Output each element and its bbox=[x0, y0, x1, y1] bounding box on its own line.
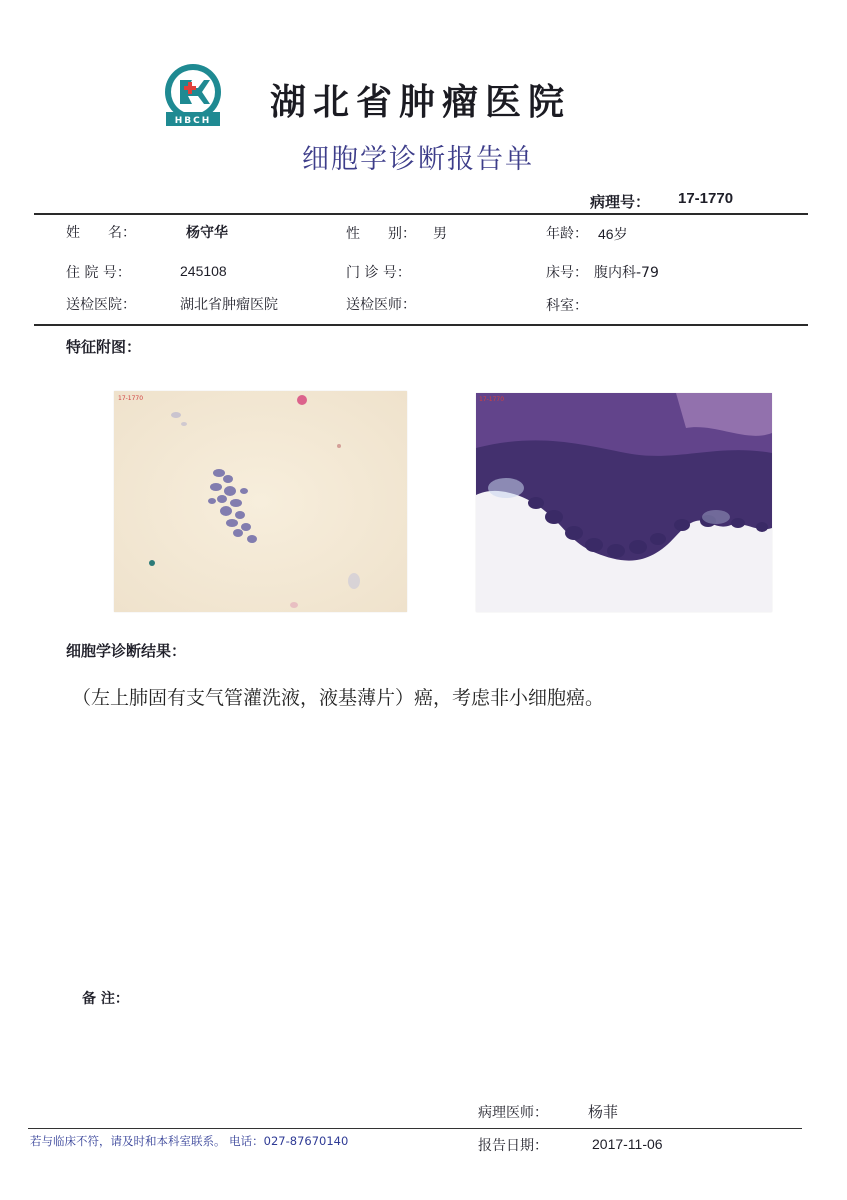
logo-text: HBCH bbox=[174, 116, 212, 126]
top-rule bbox=[34, 213, 808, 215]
sending-doctor-label: 送检医师： bbox=[346, 297, 416, 313]
sex-value: 男 bbox=[433, 226, 447, 242]
pathology-no-value: 17-1770 bbox=[678, 190, 734, 207]
right-image-stamp: 17-1770 bbox=[479, 396, 505, 403]
sex-label: 性 别： bbox=[346, 226, 416, 242]
inpatient-no-value: 245108 bbox=[180, 263, 227, 279]
pathology-no-label: 病理号： bbox=[590, 193, 651, 211]
hospital-name: 湖北省肿瘤医院 bbox=[270, 81, 572, 123]
bed-label: 床号： bbox=[546, 265, 588, 281]
name-value: 杨守华 bbox=[186, 225, 228, 241]
cytology-image-low-power bbox=[114, 391, 407, 612]
sending-hospital-label: 送检医院： bbox=[66, 297, 136, 313]
age-label: 年龄： bbox=[546, 226, 588, 242]
inpatient-no-label: 住 院 号： bbox=[66, 265, 131, 281]
images-heading: 特征附图： bbox=[66, 338, 142, 356]
cytology-image-high-power bbox=[476, 393, 772, 612]
age-value: 46岁 bbox=[598, 226, 628, 242]
department-label: 科室： bbox=[546, 298, 588, 314]
footer-rule bbox=[28, 1128, 802, 1129]
sending-hospital-value: 湖北省肿瘤医院 bbox=[180, 297, 278, 313]
diagnosis-heading: 细胞学诊断结果： bbox=[66, 642, 187, 660]
info-bottom-rule bbox=[34, 324, 808, 326]
pathologist-value: 杨菲 bbox=[588, 1103, 619, 1121]
bed-value: 腹内科-79 bbox=[594, 265, 659, 281]
left-image-stamp: 17-1770 bbox=[118, 395, 144, 402]
report-date-label: 报告日期： bbox=[478, 1138, 548, 1154]
footer-note: 若与临床不符，请及时和本科室联系。 电话：027-87670140 bbox=[30, 1134, 349, 1148]
report-date-value: 2017-11-06 bbox=[592, 1136, 663, 1152]
diagnosis-text: （左上肺固有支气管灌洗液，液基薄片）癌，考虑非小细胞癌。 bbox=[72, 687, 605, 709]
hospital-logo bbox=[160, 62, 226, 128]
remarks-label: 备 注： bbox=[82, 991, 129, 1007]
name-label: 姓 名： bbox=[66, 225, 136, 241]
outpatient-no-label: 门 诊 号： bbox=[346, 265, 411, 281]
pathologist-label: 病理医师： bbox=[478, 1105, 548, 1121]
report-title: 细胞学诊断报告单 bbox=[302, 144, 534, 175]
